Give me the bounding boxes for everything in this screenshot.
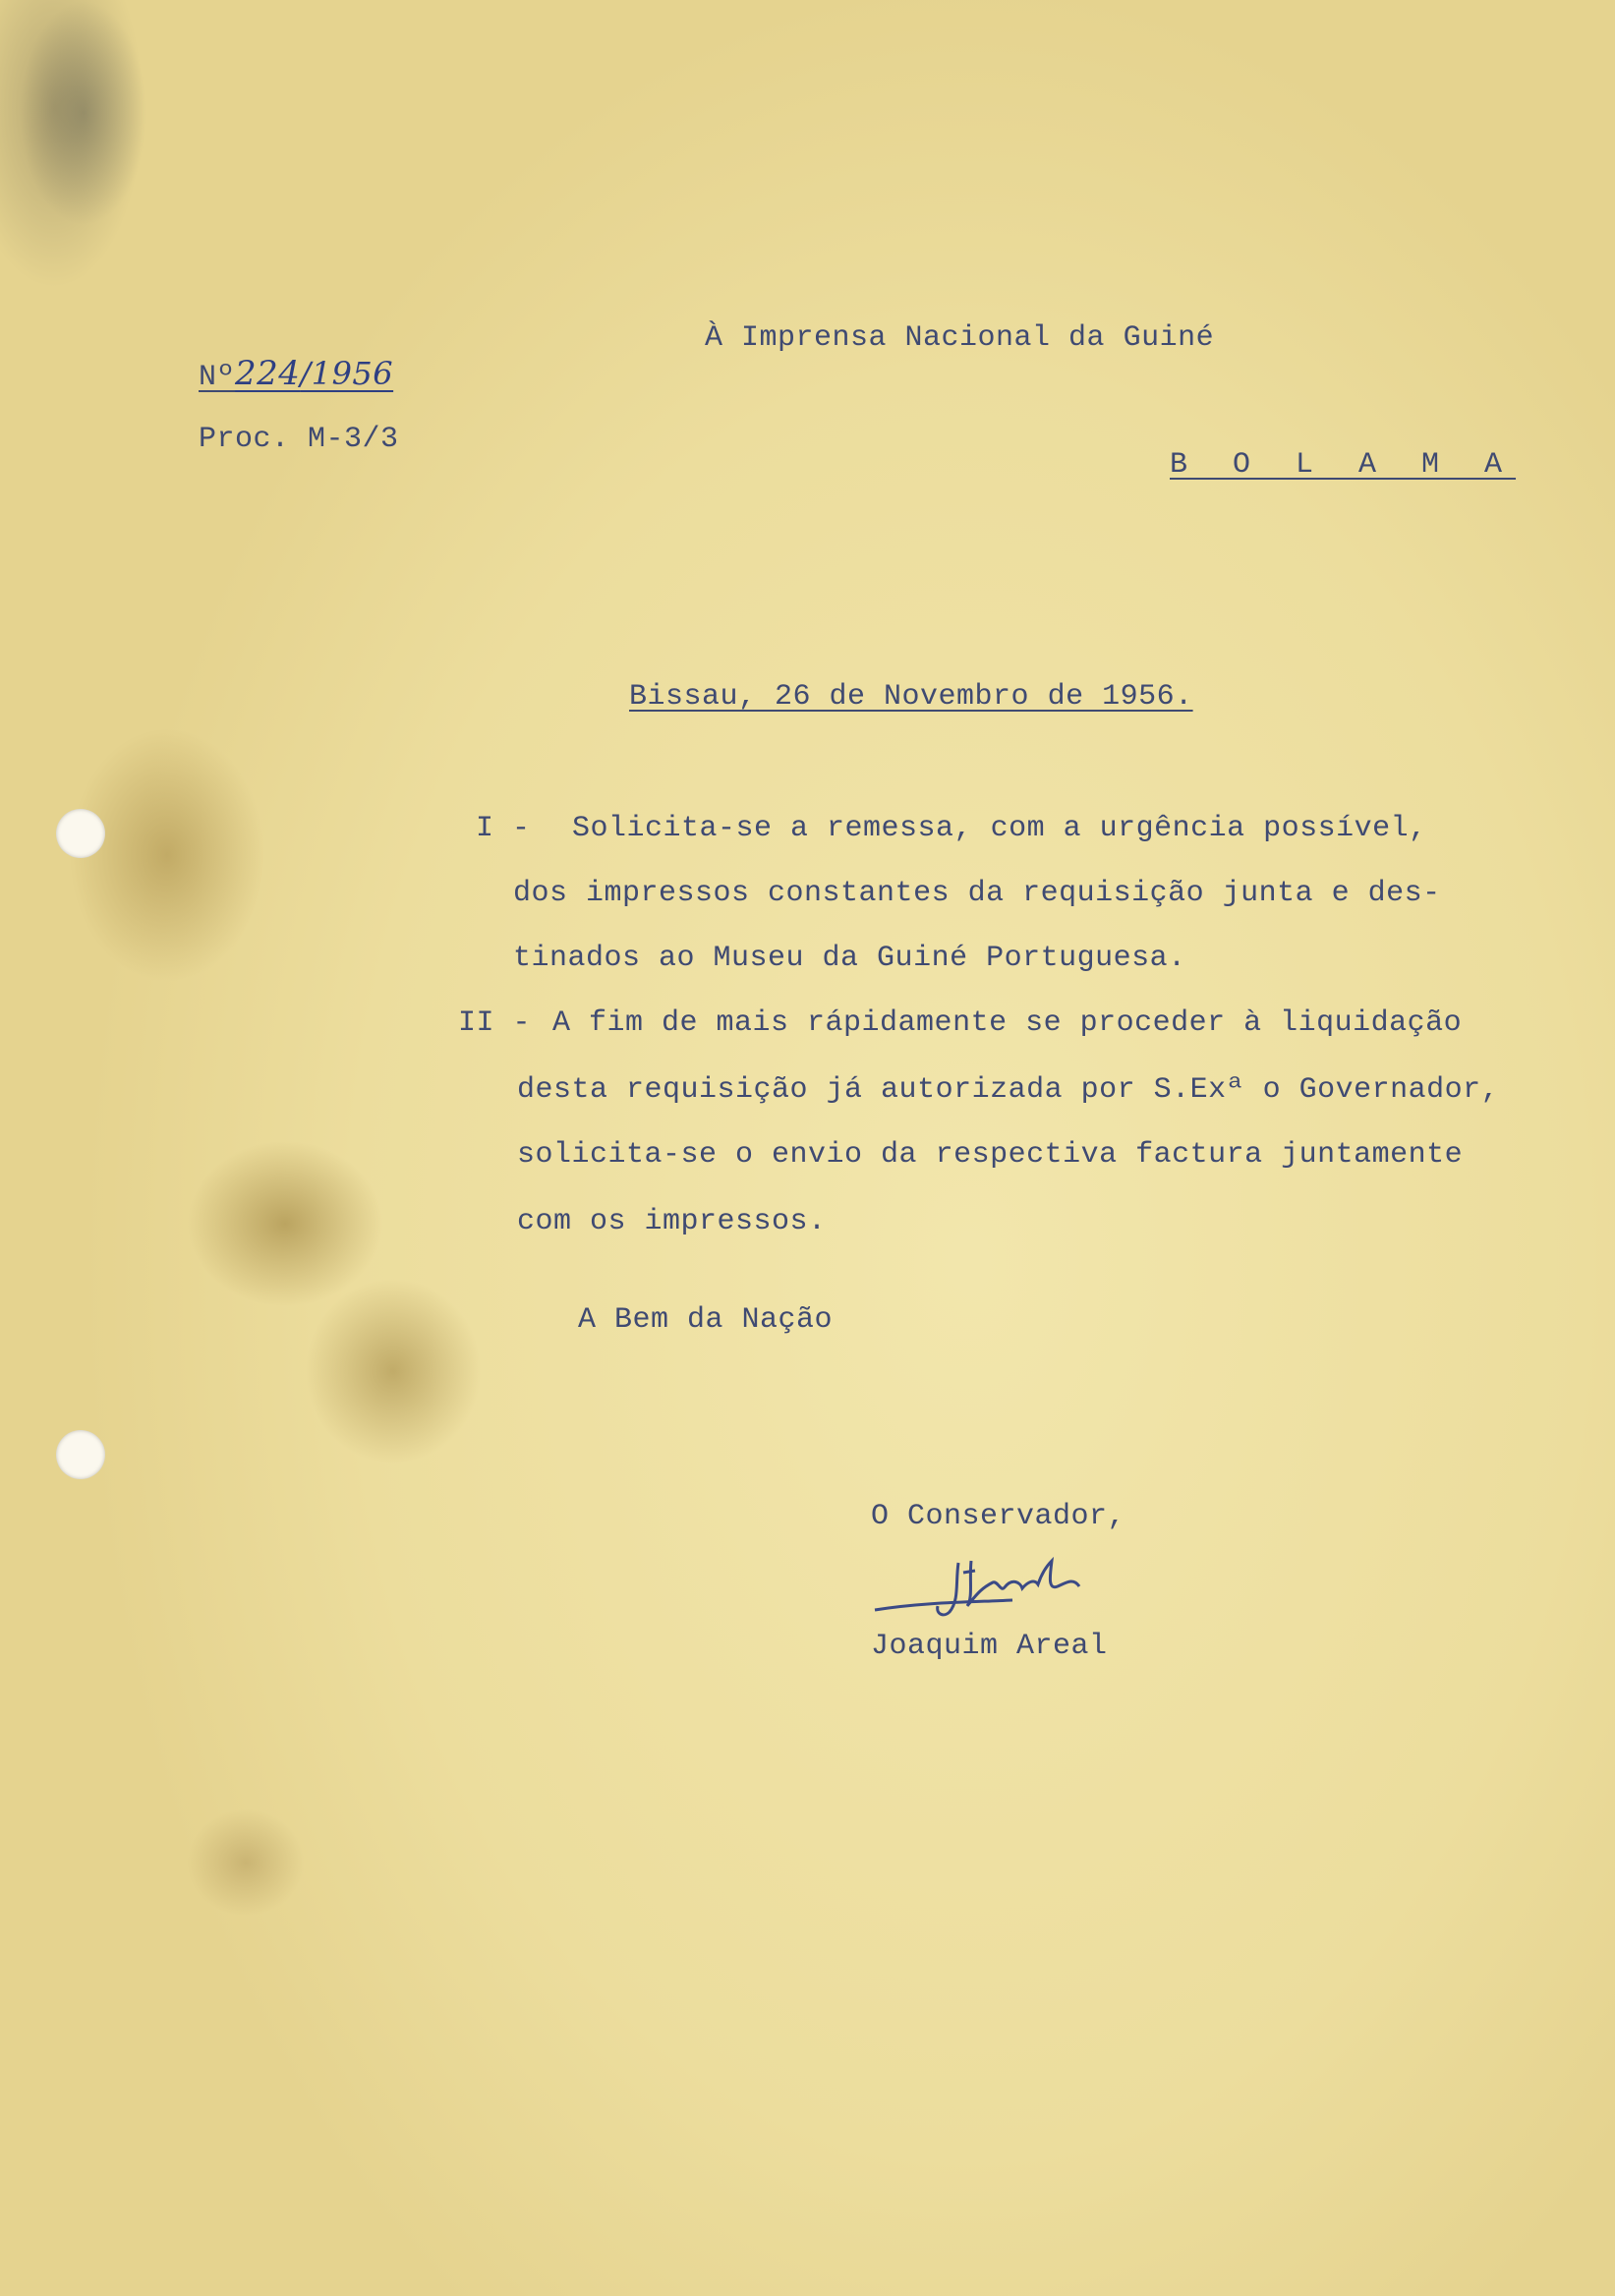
closing: A Bem da Nação [578,1303,834,1337]
date-line: Bissau, 26 de Novembro de 1956. [629,680,1193,714]
item-1-line-3: tinados ao Museu da Guiné Portuguesa. [513,942,1186,975]
stain-4 [187,1808,305,1917]
item-1-line-2: dos impressos constantes da requisição junta e des- [513,877,1441,910]
process-reference: Proc. M-3/3 [199,423,399,456]
item-1-marker: I - [476,812,531,845]
stain-top-left [20,0,147,226]
reference-number-handwritten: 224 [235,354,301,393]
reference-prefix: Nº [199,361,236,394]
item-2-line-3: solicita-se o envio da respectiva factura juntamente [517,1138,1464,1172]
stain-3 [305,1278,482,1464]
reference-number [199,354,393,394]
item-2-line-2: desta requisição já autorizada por S.Exª o Governador, [517,1073,1500,1107]
stain-1 [69,727,265,983]
handwritten-signature [865,1543,1160,1632]
recipient: À Imprensa Nacional da Guiné [705,321,1215,355]
item-2-line-4: com os impressos. [517,1205,827,1238]
punch-hole-top [56,809,105,858]
item-2-marker: II - [458,1006,532,1040]
item-1-line-1: Solicita-se a remessa, com a urgência possível, [572,812,1427,845]
punch-hole-bottom [56,1430,105,1479]
destination: B O L A M A [1170,448,1517,482]
reference-year: /1956 [300,355,394,392]
signatory-name: Joaquim Areal [871,1630,1108,1663]
stain-2 [187,1140,383,1307]
signatory-title: O Conservador, [871,1500,1126,1533]
item-2-line-1: A fim de mais rápidamente se proceder à liquidação [552,1006,1463,1040]
